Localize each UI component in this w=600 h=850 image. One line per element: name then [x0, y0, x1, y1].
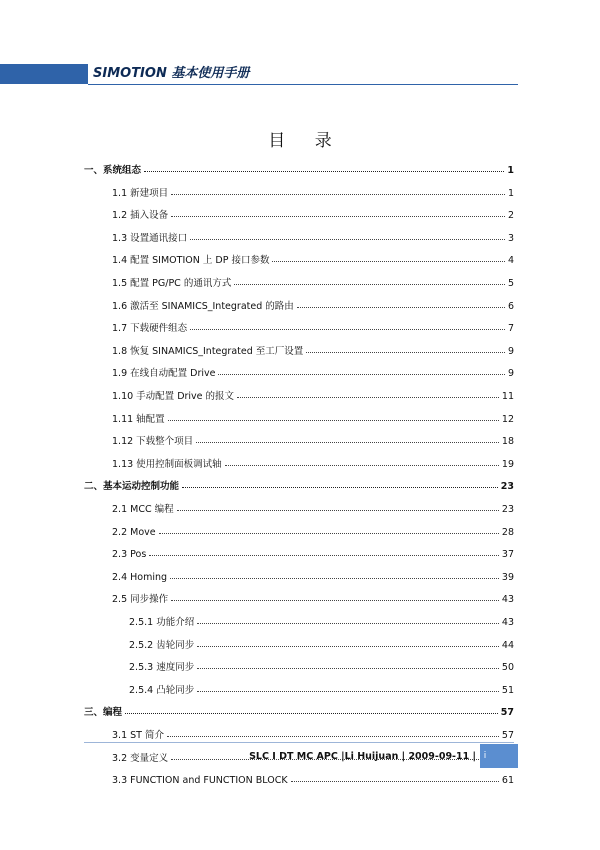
toc-leader-dots — [218, 374, 504, 375]
toc-entry-label: 三、编程 — [84, 707, 123, 719]
toc-entry-label: 2.5 同步操作 — [112, 594, 169, 606]
toc-entry[interactable] — [84, 337, 514, 357]
header-title: SIMOTION 基本使用手册 — [93, 66, 250, 81]
toc-entry-page: 5 — [507, 278, 514, 289]
toc-leader-dots — [177, 510, 499, 511]
toc-entry[interactable] — [84, 495, 514, 515]
toc-leader-dots — [297, 307, 505, 308]
toc-title: 目 录 — [268, 131, 344, 151]
toc-entry-page: 43 — [501, 594, 514, 606]
toc-entry[interactable] — [84, 246, 514, 266]
toc-entry[interactable] — [84, 653, 514, 673]
toc-entry-label: 1.5 配置 PG/PC 的通讯方式 — [112, 278, 232, 289]
toc-entry-label: 1.13 使用控制面板调试轴 — [112, 458, 222, 470]
toc-leader-dots — [234, 284, 505, 285]
toc-entry-label: 1.4 配置 SIMOTION 上 DP 接口参数 — [112, 255, 270, 267]
toc-entry[interactable] — [84, 676, 514, 696]
toc-entry-page: 9 — [507, 368, 514, 380]
toc-entry-label: 1.9 在线自动配置 Drive — [112, 368, 216, 380]
toc-leader-dots — [171, 194, 505, 195]
toc-entry-page: 4 — [507, 255, 514, 267]
toc-leader-dots — [306, 352, 505, 353]
toc-entry-page: 12 — [501, 413, 514, 425]
toc-entry-label: 1.6 激活至 SINAMICS_Integrated 的路由 — [112, 300, 294, 312]
toc-entry-page: 23 — [500, 481, 514, 493]
toc-leader-dots — [182, 487, 498, 488]
toc-entry-label: 1.7 下载硬件组态 — [112, 323, 188, 335]
toc-leader-dots — [171, 216, 505, 217]
toc-entry-label: 1.3 设置通讯接口 — [112, 232, 188, 244]
toc-leader-dots — [171, 600, 499, 601]
footer-page-number: i — [483, 751, 487, 761]
toc-entry-label: 1.8 恢复 SINAMICS_Integrated 至工厂设置 — [112, 345, 304, 357]
toc-entry[interactable] — [84, 721, 514, 741]
toc-entry-label: 1.11 轴配置 — [112, 413, 165, 425]
toc-leader-dots — [197, 668, 499, 669]
toc-entry-label: 2.5.4 凸轮同步 — [129, 684, 195, 696]
toc-entry-label: 二、基本运动控制功能 — [84, 481, 180, 493]
toc-entry[interactable] — [84, 518, 514, 538]
toc-leader-dots — [125, 713, 498, 714]
toc-entry[interactable] — [84, 472, 514, 492]
toc-entry-page: 23 — [501, 504, 514, 515]
toc-entry[interactable] — [84, 382, 514, 402]
toc-entry-label: 2.4 Homing — [112, 571, 168, 583]
toc-entry[interactable] — [84, 766, 514, 786]
toc-entry-label: 2.5.3 速度同步 — [129, 662, 195, 674]
toc-entry-page: 3 — [507, 232, 514, 244]
toc-entry-page: 50 — [501, 662, 514, 674]
toc-entry[interactable] — [84, 631, 514, 651]
toc-entry-label: 1.12 下载整个项目 — [112, 436, 194, 448]
toc-entry-label: 2.3 Pos — [112, 549, 147, 561]
toc-entry-page: 51 — [501, 684, 514, 696]
toc-leader-dots — [159, 533, 499, 534]
toc-entry[interactable] — [84, 608, 514, 628]
toc-entry[interactable] — [84, 450, 514, 470]
toc-leader-dots — [197, 691, 499, 692]
toc-entry-label: 1.2 插入设备 — [112, 210, 169, 222]
toc-entry-page: 28 — [501, 526, 514, 538]
toc-entry-page: 11 — [501, 391, 514, 402]
toc-entry-page: 37 — [501, 549, 514, 561]
toc-leader-dots — [144, 171, 504, 172]
toc-entry[interactable] — [84, 224, 514, 244]
toc-entry[interactable] — [84, 698, 514, 718]
toc-entry[interactable] — [84, 179, 514, 199]
toc-entry[interactable] — [84, 563, 514, 583]
toc-leader-dots — [237, 397, 499, 398]
toc-entry-label: 2.5.2 齿轮同步 — [129, 639, 195, 651]
toc-leader-dots — [197, 623, 499, 624]
toc-leader-dots — [168, 420, 499, 421]
toc-entry-label: 1.1 新建项目 — [112, 187, 169, 199]
toc-entry[interactable] — [84, 156, 514, 176]
toc-entry-page: 43 — [501, 617, 514, 628]
toc-entry-label: 3.1 ST 简介 — [112, 730, 164, 741]
toc-entry-label: 1.10 手动配置 Drive 的报文 — [112, 391, 235, 402]
toc-entry-label: 2.1 MCC 编程 — [112, 504, 174, 515]
toc-entry-page: 1 — [507, 165, 514, 176]
toc-entry-label: 3.3 FUNCTION and FUNCTION BLOCK — [112, 775, 288, 787]
toc-entry-label: 2.2 Move — [112, 526, 156, 538]
toc-entry[interactable] — [84, 292, 514, 312]
toc-entry-page: 57 — [501, 730, 514, 741]
toc-entry[interactable] — [84, 585, 514, 605]
toc-entry[interactable] — [84, 405, 514, 425]
toc-entry-page: 1 — [507, 187, 514, 199]
toc-entry-page: 19 — [501, 458, 514, 470]
toc-entry-page: 57 — [500, 707, 514, 719]
toc-leader-dots — [291, 781, 499, 782]
toc-leader-dots — [170, 578, 499, 579]
toc-leader-dots — [190, 239, 505, 240]
toc-entry-page: 61 — [501, 775, 514, 787]
toc-entry-label: 一、系统组态 — [84, 165, 142, 176]
toc-entry-page: 44 — [501, 639, 514, 651]
toc-entry-page: 9 — [507, 345, 514, 357]
toc-leader-dots — [197, 646, 499, 647]
toc-leader-dots — [149, 555, 499, 556]
footer-rule — [84, 742, 514, 743]
toc-entry-page: 18 — [501, 436, 514, 448]
toc-entry-page: 39 — [501, 571, 514, 583]
toc-leader-dots — [190, 329, 505, 330]
header-accent-bar — [0, 64, 88, 84]
toc-entry[interactable] — [84, 269, 514, 289]
toc-leader-dots — [167, 736, 499, 737]
toc-leader-dots — [225, 465, 499, 466]
toc-entry[interactable] — [84, 540, 514, 560]
toc-leader-dots — [272, 261, 505, 262]
toc-entry-page: 7 — [507, 323, 514, 335]
toc-entry-label: 2.5.1 功能介绍 — [129, 617, 195, 628]
toc-leader-dots — [196, 442, 499, 443]
toc-entry-page: 6 — [507, 300, 514, 312]
toc-entry[interactable] — [84, 427, 514, 447]
toc-entry-label: 3.2 变量定义 — [112, 752, 169, 764]
toc-entry[interactable] — [84, 359, 514, 379]
toc-entry[interactable] — [84, 201, 514, 221]
footer-text: SLC I DT MC APC |Li Huijuan | 2009-09-11 | — [249, 751, 476, 762]
toc-entry-page: 2 — [507, 210, 514, 222]
header-rule — [88, 84, 518, 85]
toc-entry[interactable] — [84, 314, 514, 334]
